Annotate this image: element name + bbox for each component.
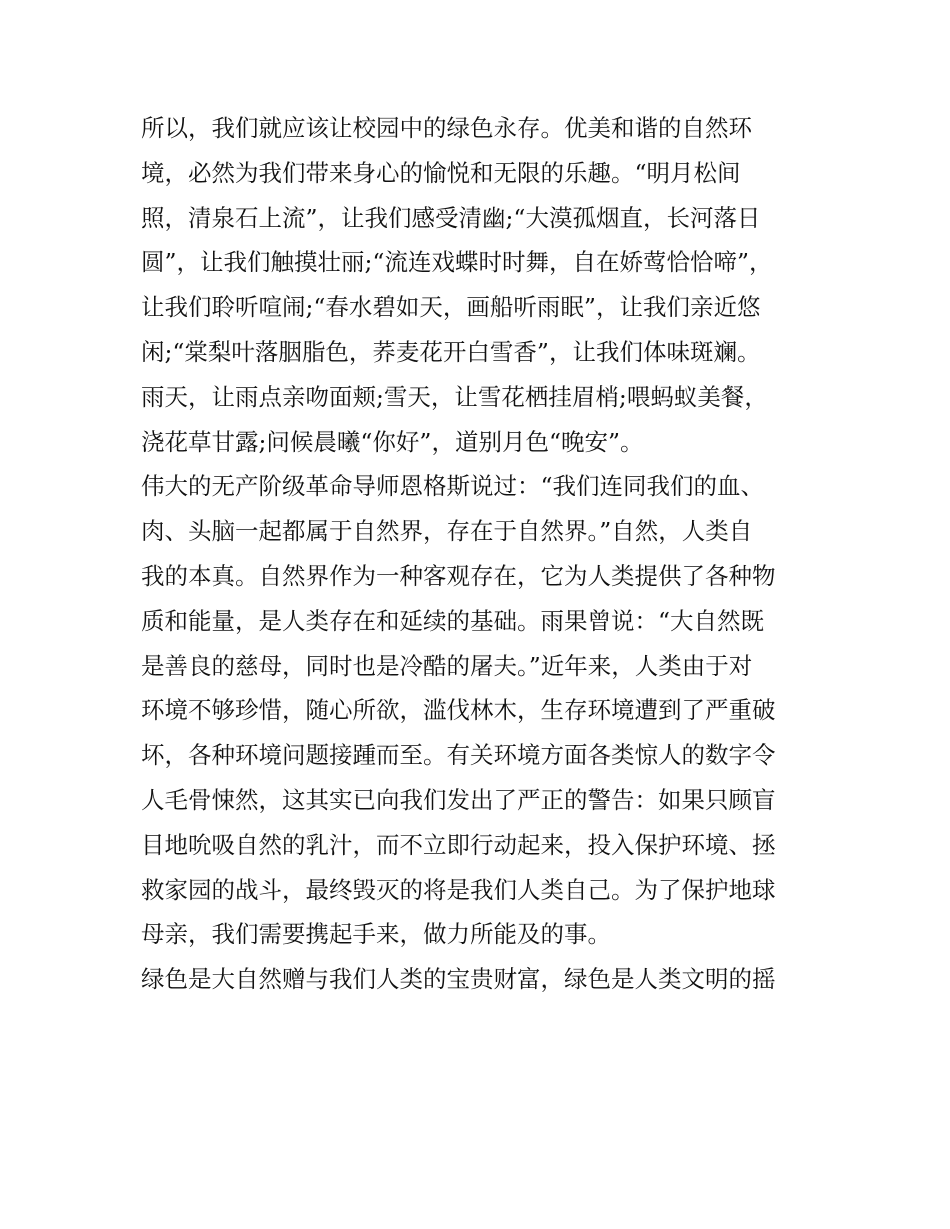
text-line: 伟大的无产阶级革命导师恩格斯说过：“我们连同我们的血、 [141, 472, 765, 501]
text-line: 浇花草甘露;问候晨曦“你好”，道别月色“晚安”。 [141, 427, 644, 456]
text-line: 母亲，我们需要携起手来，做力所能及的事。 [141, 920, 611, 949]
text-line: 环境不够珍惜，随心所欲，滥伐林木，生存环境遭到了严重破 [141, 696, 776, 725]
text-line: 雨天，让雨点亲吻面颊;雪天，让雪花栖挂眉梢;喂蚂蚁美餐， [141, 382, 768, 411]
text-line: 人毛骨悚然，这其实已向我们发出了严正的警告：如果只顾盲 [141, 785, 776, 814]
text-line: 闲;“棠梨叶落胭脂色，荞麦花开白雪香”，让我们体味斑斓。 [141, 337, 761, 366]
text-line: 救家园的战斗，最终毁灭的将是我们人类自己。为了保护地球 [141, 875, 776, 904]
text-line: 目地吮吸自然的乳汁，而不立即行动起来，投入保护环境、拯 [141, 830, 776, 859]
text-line: 肉、头脑一起都属于自然界，存在于自然界。”自然，人类自 [141, 517, 753, 546]
body-text [141, 106, 821, 1002]
text-line: 绿色是大自然赠与我们人类的宝贵财富，绿色是人类文明的摇 [141, 965, 776, 994]
text-line: 圆”，让我们触摸壮丽;“流连戏蝶时时舞，自在娇莺恰恰啼”， [141, 248, 773, 277]
text-line: 是善良的慈母，同时也是冷酷的屠夫。”近年来，人类由于对 [141, 651, 753, 680]
text-line: 所以，我们就应该让校园中的绿色永存。优美和谐的自然环 [141, 114, 752, 142]
text-line: 质和能量，是人类存在和延续的基础。雨果曾说：“大自然既 [141, 606, 765, 635]
text-line: 坏，各种环境问题接踵而至。有关环境方面各类惊人的数字令 [141, 741, 776, 770]
text-line: 我的本真。自然界作为一种客观存在，它为人类提供了各种物 [141, 561, 776, 590]
text-line: 照，清泉石上流”，让我们感受清幽;“大漠孤烟直，长河落日 [141, 203, 761, 232]
text-line: 境，必然为我们带来身心的愉悦和无限的乐趣。“明月松间 [141, 158, 741, 187]
text-line: 让我们聆听喧闹;“春水碧如天，画船听雨眠”，让我们亲近悠 [141, 293, 761, 322]
